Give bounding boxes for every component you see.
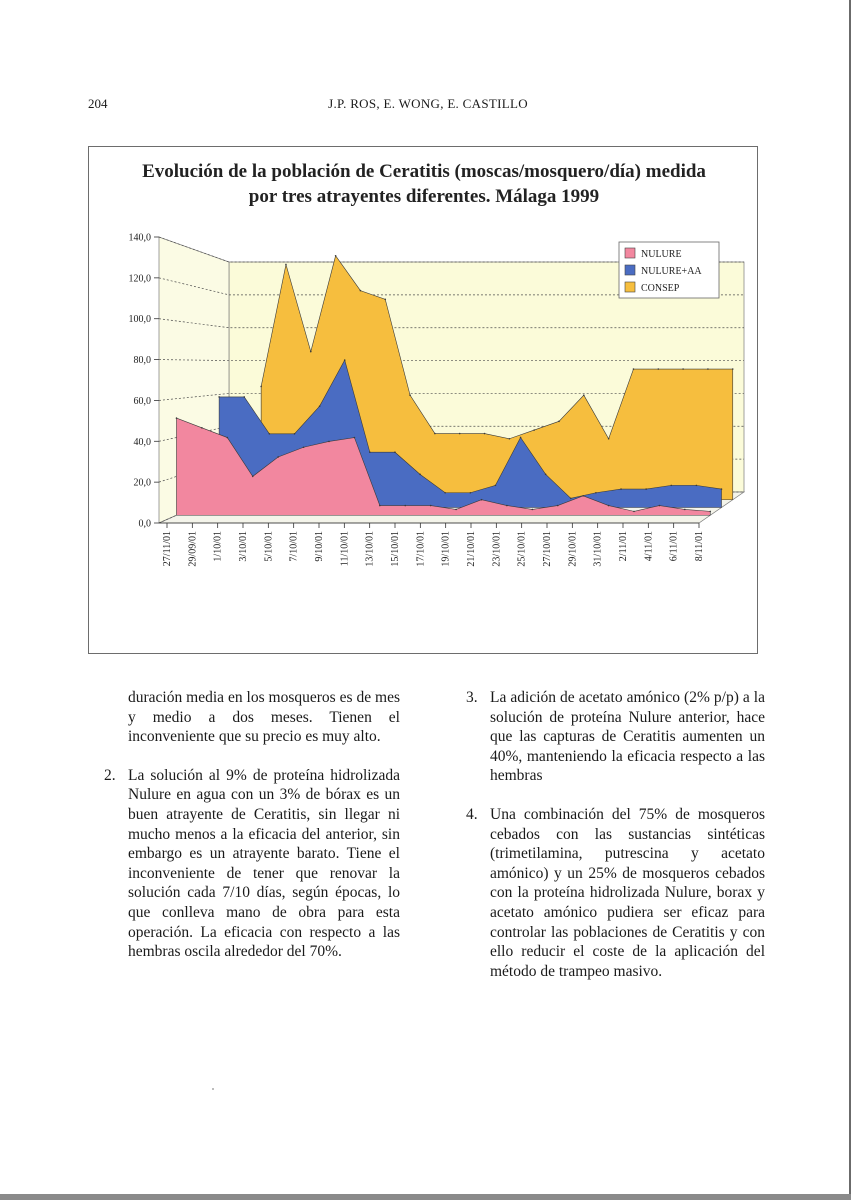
x-tick-label: 23/10/01	[491, 531, 503, 567]
data-point	[434, 433, 436, 435]
data-point	[481, 499, 483, 501]
data-point	[335, 255, 337, 257]
figure-chart	[88, 146, 758, 654]
y-tick-label: 100,0	[128, 314, 151, 326]
x-tick-label: 11/10/01	[339, 531, 351, 567]
y-tick-label: 120,0	[128, 273, 151, 285]
chart-title-line-1: Evolución de la población de Ceratitis (moscas/mosquero/día) medida	[142, 161, 706, 182]
legend-swatch	[625, 265, 635, 275]
y-tick-label: 140,0	[128, 232, 151, 244]
data-point	[696, 485, 698, 487]
chart-title	[89, 159, 759, 209]
data-point	[608, 505, 610, 507]
data-point	[633, 511, 635, 513]
data-point	[721, 488, 723, 490]
x-tick-label: 8/11/01	[694, 531, 705, 562]
running-head-authors: J.P. ROS, E. WONG, E. CASTILLO	[328, 96, 528, 111]
data-point	[620, 488, 622, 490]
legend-label: NULURE	[641, 249, 682, 260]
data-point	[394, 451, 396, 453]
data-point	[657, 368, 659, 370]
data-point	[484, 433, 486, 435]
data-point	[520, 437, 522, 439]
x-tick-label: 3/10/01	[238, 531, 249, 562]
data-point	[583, 394, 585, 396]
x-tick-label: 13/10/01	[364, 531, 376, 567]
data-point	[294, 433, 296, 435]
data-point	[384, 299, 386, 301]
data-point	[495, 485, 497, 487]
list-number: 4.	[466, 805, 478, 823]
data-point	[682, 368, 684, 370]
x-tick-label: 5/10/01	[263, 531, 275, 562]
data-point	[459, 433, 461, 435]
data-point	[310, 351, 312, 353]
x-tick-label: 27/11/01	[162, 531, 173, 567]
x-tick-label: 21/10/01	[466, 531, 477, 567]
y-tick-label: 40,0	[133, 436, 151, 448]
x-tick-label: 15/10/01	[390, 531, 401, 567]
y-tick-label: 80,0	[133, 355, 151, 367]
y-tick-label: 60,0	[133, 395, 151, 407]
x-tick-label: 31/10/01	[592, 531, 604, 567]
x-tick-label: 29/09/01	[187, 531, 199, 567]
data-point	[269, 433, 271, 435]
data-point	[557, 505, 559, 507]
data-point	[506, 505, 508, 507]
data-point	[659, 505, 661, 507]
data-point	[455, 509, 457, 511]
scan-speck	[212, 1088, 214, 1090]
legend-label: NULURE+AA	[641, 266, 702, 277]
data-point	[419, 474, 421, 476]
data-point	[277, 456, 279, 458]
page-header	[88, 96, 768, 116]
data-point	[369, 451, 371, 453]
data-point	[176, 417, 178, 419]
data-point	[532, 509, 534, 511]
data-point	[645, 488, 647, 490]
chart-title-line-2: por tres atrayentes diferentes. Málaga 1999	[248, 186, 600, 207]
data-point	[285, 264, 287, 266]
data-point	[670, 485, 672, 487]
data-point	[252, 476, 254, 478]
data-point	[707, 368, 709, 370]
text-column-left	[104, 688, 400, 981]
list-item-2: 2. La solución al 9% de proteína hidrolizada Nulure en agua con un 3% de bórax es un buen atrayente de Ceratitis, sin llegar ni mucho menos a la eficacia del anterior, sin embargo es un atrayente barato. Tiene el inconveniente de tener que renovar la solución cada 7/10 días, según épocas, lo que conlleva mano de obra para esta operación. La eficacia con respecto a las hembras oscila alrededor del 70%.	[104, 766, 400, 961]
x-tick-label: 6/11/01	[668, 531, 680, 562]
data-point	[595, 492, 597, 494]
data-point	[319, 405, 321, 407]
x-tick-label: 25/10/01	[516, 531, 528, 567]
text-column-right	[466, 688, 765, 1000]
legend-label: CONSEP	[641, 283, 680, 294]
data-point	[684, 509, 686, 511]
data-point	[570, 497, 572, 499]
list-number: 2.	[104, 766, 116, 784]
x-tick-label: 4/11/01	[643, 531, 655, 562]
x-tick-label: 29/10/01	[567, 531, 579, 567]
data-point	[470, 492, 472, 494]
data-point	[328, 441, 330, 443]
x-tick-label: 17/10/01	[415, 531, 427, 567]
paragraph-continued: duración media en los mosqueros es de mes y medio a dos meses. Tienen el inconveniente que su precio es muy alto.	[128, 689, 400, 746]
data-point	[409, 394, 411, 396]
data-point	[344, 359, 346, 361]
data-point	[303, 446, 305, 448]
x-tick-label: 1/10/01	[212, 531, 224, 562]
x-tick-label: 7/10/01	[288, 531, 300, 562]
page-edge-bottom	[0, 1194, 851, 1200]
data-point	[509, 438, 511, 440]
data-point	[533, 429, 535, 431]
legend-swatch	[625, 248, 635, 258]
legend-swatch	[625, 282, 635, 292]
data-point	[354, 437, 356, 439]
data-point	[732, 368, 734, 370]
data-point	[227, 437, 229, 439]
x-tick-label: 9/10/01	[314, 531, 325, 562]
chart-canvas	[89, 147, 759, 655]
data-point	[608, 438, 610, 440]
data-point	[633, 368, 635, 370]
data-point	[582, 495, 584, 497]
x-tick-label: 19/10/01	[440, 531, 452, 567]
page-number: 204	[88, 96, 108, 111]
data-point	[558, 421, 560, 423]
data-point	[379, 505, 381, 507]
data-point	[260, 386, 262, 388]
list-item-4: 4. Una combinación del 75% de mosqueros cebados con las sustancias sintéticas (trimetilamina, putrescina y acetato amónico) y un 25% de mosqueros cebados con la proteína hidrolizada Nulure, borax y acetato amónico pudiera ser eficaz para controlar las poblaciones de Ceratitis y con ello reducir el coste de la aplicación del método de trampeo masivo.	[466, 805, 765, 980]
data-point	[360, 290, 362, 292]
data-point	[201, 427, 203, 429]
x-tick-label: 27/10/01	[542, 531, 553, 567]
list-number: 3.	[466, 689, 478, 706]
x-tick-label: 2/11/01	[618, 531, 629, 562]
data-point	[444, 492, 446, 494]
data-point	[545, 474, 547, 476]
data-point	[709, 511, 711, 513]
data-point	[430, 505, 432, 507]
data-point	[404, 505, 406, 507]
data-point	[218, 396, 220, 398]
y-tick-label: 20,0	[133, 477, 151, 489]
list-item-3: 3. La adición de acetato amónico (2% p/p) a la solución de proteína Nulure anterior, hace que las capturas de Ceratitis aumenten un 40%, manteniendo la eficacia respecto a las hembras	[466, 689, 765, 785]
data-point	[243, 396, 245, 398]
y-tick-label: 0,0	[138, 518, 151, 530]
